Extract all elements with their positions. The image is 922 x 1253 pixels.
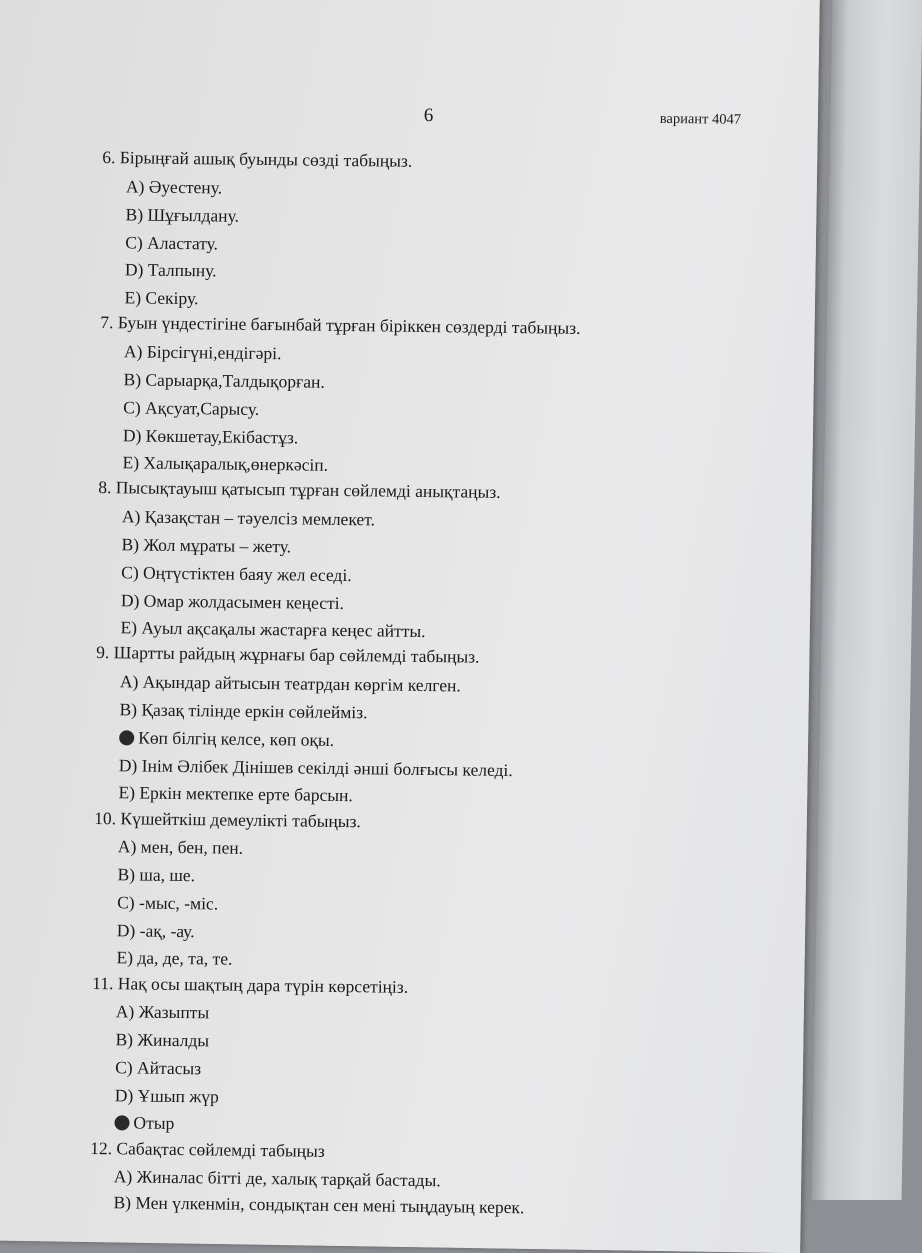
question-text: 6. Бірыңғай ашық буынды сөзді табыңыз. [102,147,413,171]
option-c: C) -мыс, -міс. [117,892,219,914]
option-b: B) Шұғылдану. [125,204,240,226]
option-b: B) Мен үлкенмін, сондықтан сен мені тыңдауың керек. [113,1192,525,1218]
question-text: 11. Нақ осы шақтың дара түрін көрсетіңіз. [92,972,409,997]
option-d: D) -ақ, -ау. [116,920,195,942]
page-number: 6 [423,104,434,127]
option-a: A) Ақындар айтысын театрдан көргім келген. [119,671,461,696]
option-label: Отыр [133,1112,175,1133]
question-text: 10. Күшейткіш демеулікті табыңыз. [94,807,361,832]
variant-label: вариант 4047 [659,110,742,128]
option-a: A) Әуестену. [125,176,223,198]
option-b: B) Жиналды [115,1029,210,1051]
option-a: A) Жазыпты [115,1001,210,1023]
option-b: B) Жол мұраты – жету. [121,534,292,557]
option-e-marked [114,1112,174,1134]
option-e: E) Ауыл ақсақалы жастарға кеңес айтты. [120,617,426,642]
option-label: Көп білгің келсе, көп оқы. [138,727,335,750]
option-c: C) Айтасыз [115,1057,202,1079]
option-d: D) Ұшып жүр [114,1085,220,1107]
option-b: B) Қазақ тілінде еркін сөйлейміз. [119,699,368,723]
option-b: B) ша, ше. [117,864,196,886]
option-c: C) Аластату. [125,232,219,254]
question-text: 9. Шартты райдың жұрнағы бар сөйлемді табыңыз. [96,641,480,667]
option-d: D) Талпыну. [124,259,217,281]
option-a: A) Бірсігүні,ендігәрі. [123,341,282,364]
option-d: D) Інім Әлібек Дінішев секілді әнші болғысы келеді. [118,755,513,781]
option-e: E) Халықаралық,өнеркәсіп. [122,452,329,475]
option-d: D) Көкшетау,Екібастұз. [122,425,299,448]
option-e: E) да, де, та, те. [116,947,233,969]
question-text: 7. Буын үндестігіне бағынбай тұрған біріккен сөздерді табыңыз. [100,312,581,338]
option-d: D) Омар жолдасымен кеңесті. [120,590,345,614]
question-text: 8. Пысықтауыш қатысып тұрған сөйлемді анықтаңыз. [98,477,501,502]
option-c-marked [119,727,334,751]
question-text: 12. Сабақтас сөйлемді табыңыз [90,1137,325,1161]
filled-answer-mark-icon [114,1115,129,1130]
option-a: A) Қазақстан – тәуелсіз мемлекет. [121,506,376,530]
option-a: A) Жиналас бітті де, халық тарқай бастады. [113,1166,441,1191]
option-e: E) Секіру. [124,287,199,309]
option-c: C) Ақсуат,Сарысу. [123,397,260,419]
option-c: C) Оңтүстіктен баяу жел еседі. [121,562,352,586]
option-e: E) Еркін мектепке ерте барсын. [118,782,353,806]
filled-answer-mark-icon [119,730,134,745]
option-b: B) Сарыарқа,Талдықорған. [123,369,325,392]
option-a: A) мен, бен, пен. [117,836,244,858]
